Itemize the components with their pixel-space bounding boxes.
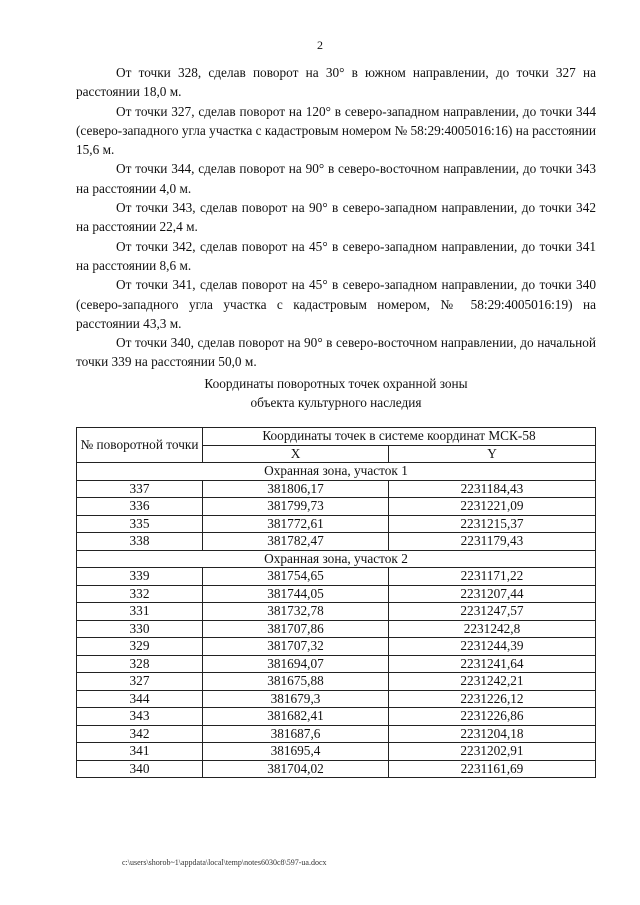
cell-point: 339 [77,568,203,586]
cell-x: 381806,17 [203,480,389,498]
cell-x: 381782,47 [203,533,389,551]
paragraph: От точки 340, сделав поворот на 90° в северо-восточном направлении, до начальной точки 339 на расстоянии 50,0 м. [76,335,596,370]
cell-y: 2231247,57 [389,603,596,621]
cell-point: 332 [77,585,203,603]
cell-point: 344 [77,690,203,708]
caption-line: Координаты поворотных точек охранной зоны [204,376,468,391]
paragraph: От точки 327, сделав поворот на 120° в северо-западном направлении, до точки 344 (северо-западного угла участка с кадастровым номером № 58:29:4005016:16) на расстоянии 15,6 м. [76,103,596,158]
cell-y: 2231226,12 [389,690,596,708]
cell-y: 2231215,37 [389,515,596,533]
table-row [77,480,596,498]
cell-point: 328 [77,655,203,673]
cell-point: 336 [77,498,203,516]
header-y: Y [389,445,596,463]
paragraph: От точки 342, сделав поворот на 45° в северо-западном направлении, до точки 341 на расстоянии 8,6 м. [76,238,596,273]
cell-point: 330 [77,620,203,638]
coordinates-table [76,427,596,778]
cell-point: 343 [77,708,203,726]
cell-x: 381744,05 [203,585,389,603]
cell-point: 341 [77,743,203,761]
table-row [77,708,596,726]
cell-x: 381772,61 [203,515,389,533]
table-row [77,585,596,603]
header-coordinate-system: Координаты точек в системе координат МСК-58 [203,428,596,446]
cell-y: 2231161,69 [389,760,596,778]
cell-y: 2231179,43 [389,533,596,551]
paragraph: От точки 343, сделав поворот на 90° в северо-западном направлении, до точки 342 на расстоянии 22,4 м. [76,200,596,235]
cell-point: 335 [77,515,203,533]
cell-y: 2231241,64 [389,655,596,673]
cell-y: 2231221,09 [389,498,596,516]
cell-x: 381799,73 [203,498,389,516]
cell-y: 2231242,21 [389,673,596,691]
route-description [76,63,596,372]
section-title: Охранная зона, участок 2 [77,550,596,568]
cell-x: 381707,32 [203,638,389,656]
table-row [77,620,596,638]
table-row [77,743,596,761]
table-row [77,638,596,656]
header-x: X [203,445,389,463]
table-row [77,725,596,743]
cell-y: 2231244,39 [389,638,596,656]
cell-y: 2231226,86 [389,708,596,726]
cell-y: 2231184,43 [389,480,596,498]
cell-x: 381687,6 [203,725,389,743]
section-row [77,550,596,568]
table-row [77,498,596,516]
cell-x: 381704,02 [203,760,389,778]
cell-y: 2231171,22 [389,568,596,586]
caption-line: объекта культурного наследия [250,395,422,410]
table-body [77,463,596,778]
cell-point: 329 [77,638,203,656]
cell-y: 2231202,91 [389,743,596,761]
cell-point: 331 [77,603,203,621]
page-number: 2 [317,38,323,52]
header-point-number: № поворотной точки [77,428,203,463]
cell-point: 340 [77,760,203,778]
cell-point: 327 [77,673,203,691]
cell-y: 2231242,8 [389,620,596,638]
table-row [77,515,596,533]
table-row [77,533,596,551]
paragraph: От точки 341, сделав поворот на 45° в северо-западном направлении, до точки 340 (северо-западного угла участка с кадастровым номером, № 58:29:4005016:19) на расстоянии 43,3 м. [76,277,596,331]
table-row [77,690,596,708]
cell-point: 342 [77,725,203,743]
table-row [77,603,596,621]
cell-x: 381682,41 [203,708,389,726]
paragraph: От точки 328, сделав поворот на 30° в южном направлении, до точки 327 на расстоянии 18,0 м. [76,65,596,100]
table-row [77,568,596,586]
cell-x: 381679,3 [203,690,389,708]
section-title: Охранная зона, участок 1 [77,463,596,481]
file-path-footer: c:\users\shorob~1\appdata\local\temp\notes6030c8\597-ua.docx [122,858,327,867]
cell-y: 2231204,18 [389,725,596,743]
cell-point: 337 [77,480,203,498]
cell-x: 381732,78 [203,603,389,621]
cell-x: 381694,07 [203,655,389,673]
section-row [77,463,596,481]
cell-point: 338 [77,533,203,551]
table-caption [76,374,596,412]
cell-x: 381695,4 [203,743,389,761]
paragraph: От точки 344, сделав поворот на 90° в северо-восточном направлении, до точки 343 на расстоянии 4,0 м. [76,161,596,196]
table-row [77,655,596,673]
cell-y: 2231207,44 [389,585,596,603]
cell-x: 381707,86 [203,620,389,638]
table-row [77,673,596,691]
table-row [77,760,596,778]
cell-x: 381675,88 [203,673,389,691]
cell-x: 381754,65 [203,568,389,586]
